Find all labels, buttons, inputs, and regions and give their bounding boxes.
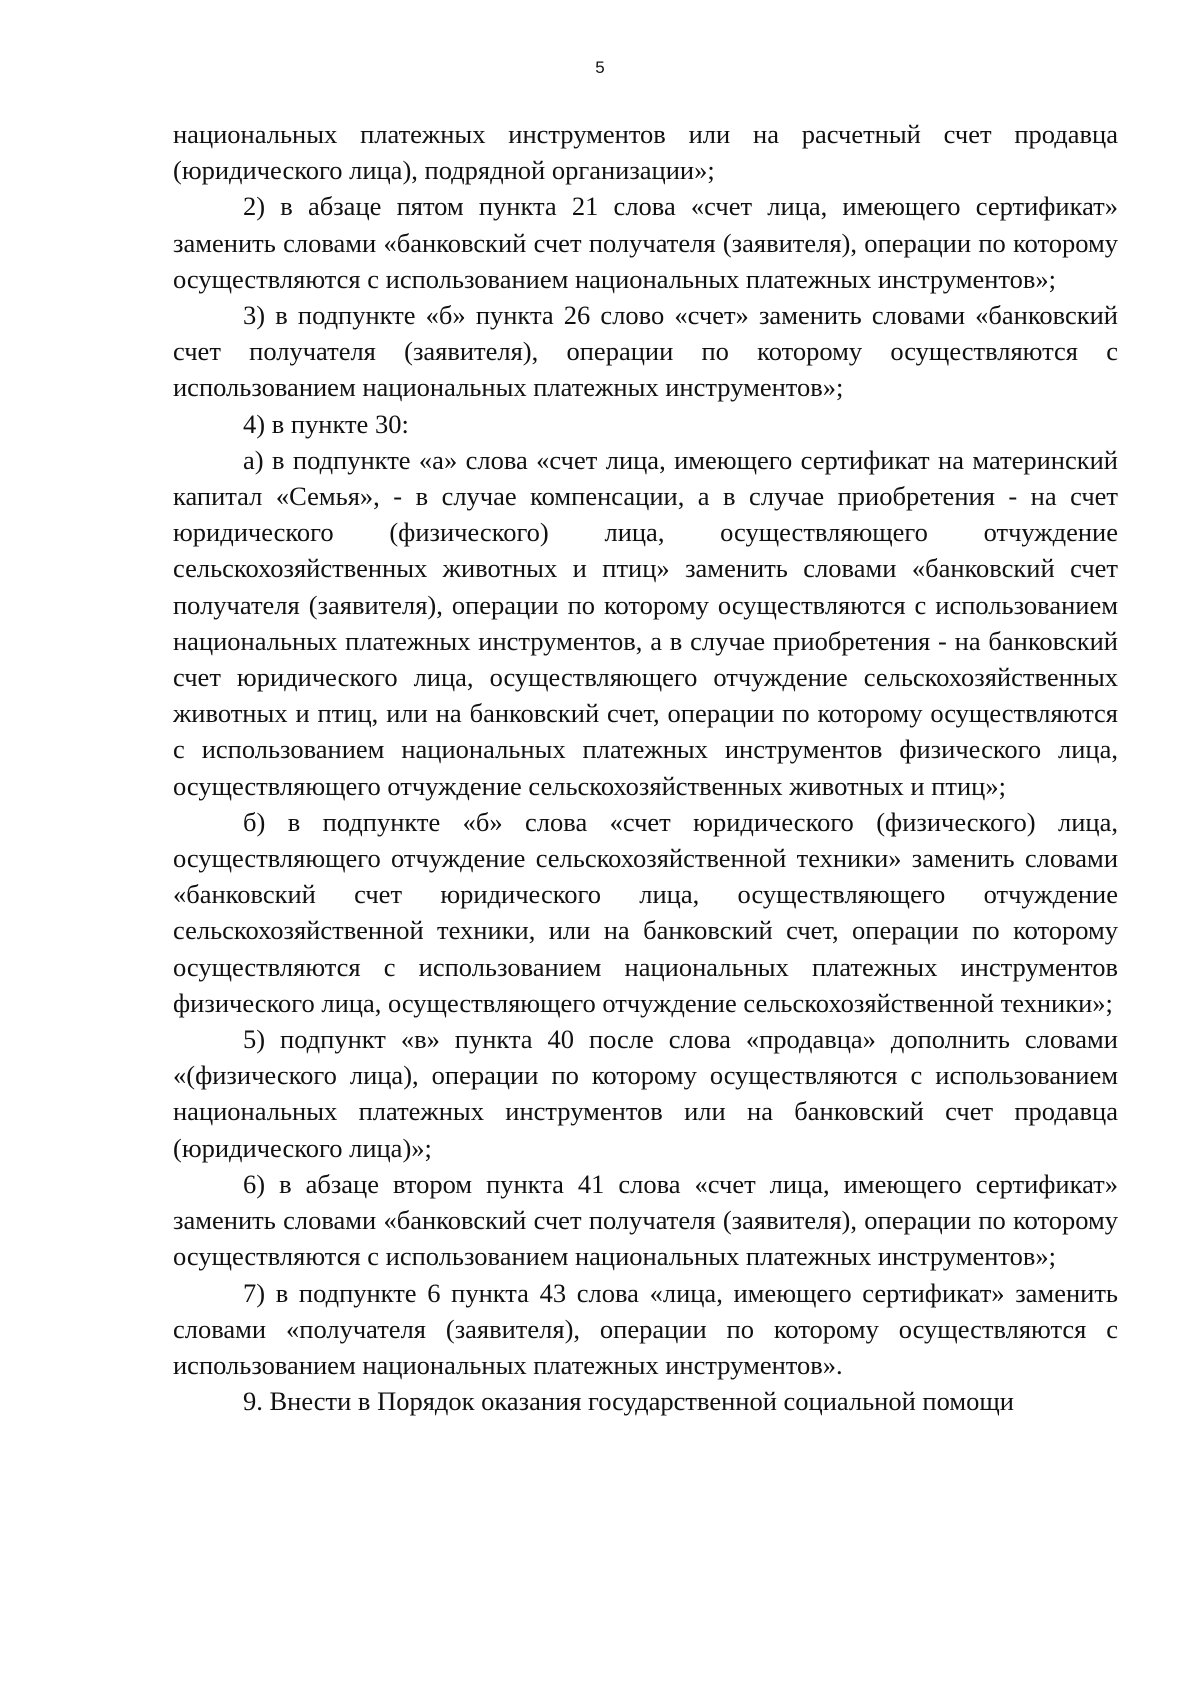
paragraph-section-9: 9. Внести в Порядок оказания государственной социальной помощи: [243, 1386, 1014, 1417]
paragraph-item-4: 4) в пункте 30:: [243, 408, 409, 439]
document-body: [173, 116, 1118, 1419]
page-number: 5: [595, 58, 605, 77]
paragraph-continuation: национальных платежных инструментов или на расчетный счет продавца (юридического лица), подрядной организации»;: [173, 119, 1118, 186]
paragraph-subitem-a: а) в подпункте «а» слова «счет лица, имеющего сертификат на материнский капитал «Семья», - в случае компенсации, а в случае приобретения - на счет юридического (физического) лица, осуществляющего отчуждение сельскохозяйственных животных и птиц» заменить словами «банковский счет получателя (заявителя), операции по которому осуществляются с использованием национальных платежных инструментов, а в случае приобретения - на банковский счет юридического лица, осуществляющего отчуждение сельскохозяйственных животных и птиц, или на банковский счет, операции по которому осуществляются с использованием национальных платежных инструментов физического лица, осуществляющего отчуждение сельскохозяйственных животных и птиц»;: [173, 444, 1118, 801]
paragraph-subitem-b: б) в подпункте «б» слова «счет юридического (физического) лица, осуществляющего отчуждение сельскохозяйственной техники» заменить словами «банковский счет юридического лица, осуществляющего отчуждение сельскохозяйственной техники, или на банковский счет, операции по которому осуществляются с использованием национальных платежных инструментов физического лица, осуществляющего отчуждение сельскохозяйственной техники»;: [173, 806, 1118, 1018]
paragraph-item-6: 6) в абзаце втором пункта 41 слова «счет лица, имеющего сертификат» заменить словами «банковский счет получателя (заявителя), операции по которому осуществляются с использованием национальных платежных инструментов»;: [173, 1168, 1118, 1272]
paragraph-item-7: 7) в подпункте 6 пункта 43 слова «лица, имеющего сертификат» заменить словами «получателя (заявителя), операции по которому осуществляются с использованием национальных платежных инструментов».: [173, 1277, 1118, 1380]
paragraph-item-2: 2) в абзаце пятом пункта 21 слова «счет лица, имеющего сертификат» заменить словами «банковский счет получателя (заявителя), операции по которому осуществляются с использованием национальных платежных инструментов»;: [173, 191, 1118, 294]
paragraph-item-3: 3) в подпункте «б» пункта 26 слово «счет» заменить словами «банковский счет получателя (заявителя), операции по которому осуществляются с использованием национальных платежных инструментов»;: [173, 300, 1118, 403]
paragraph-item-5: 5) подпункт «в» пункта 40 после слова «продавца» дополнить словами «(физического лица), операции по которому осуществляются с использованием национальных платежных инструментов или на банковский счет продавца (юридического лица)»;: [173, 1024, 1118, 1163]
